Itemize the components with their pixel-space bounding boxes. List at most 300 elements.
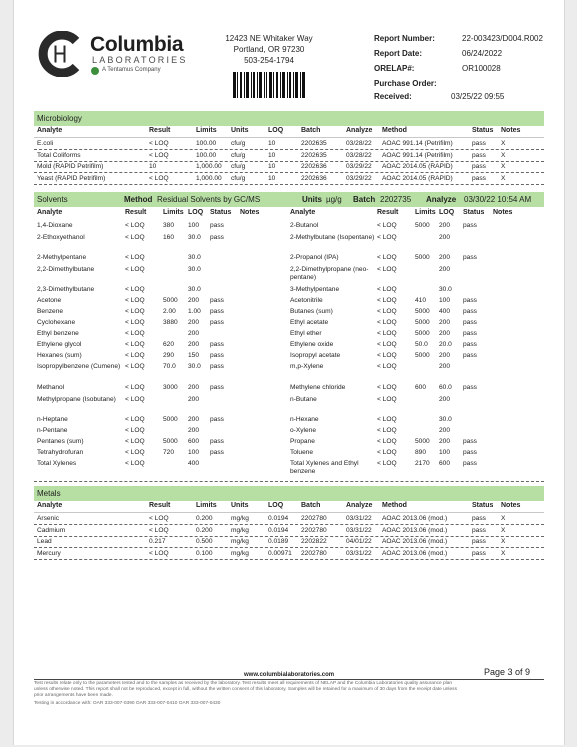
column-header-notes: Notes — [493, 209, 513, 216]
cell-notes: X — [501, 151, 506, 159]
columbia-logo — [38, 31, 188, 81]
cell-result: < LOQ — [377, 330, 397, 337]
column-header-result: Result — [125, 209, 147, 216]
cell-loq: 10 — [268, 174, 276, 182]
batch-value: 2202735 — [380, 195, 412, 204]
cell-analyte: 2,3-Dimethylbutane — [37, 286, 95, 293]
cell-result: < LOQ — [125, 297, 145, 304]
cell-loq: 100 — [188, 222, 200, 229]
cell-analyte: 2-Butanol — [290, 222, 319, 229]
cell-analyte: Cadmium — [37, 526, 66, 534]
cell-units: mg/kg — [231, 515, 249, 522]
cell-loq: 0.0189 — [268, 538, 289, 545]
disclaimer-line: Test results relate only to the parameters tested and to the samples as received by the laboratory. Test results meet all requirements of NELAP and the Columbia Laboratories quality assurance plan — [34, 681, 453, 686]
cell-result: < LOQ — [125, 352, 145, 359]
cell-notes: X — [501, 140, 506, 147]
cell-result: < LOQ — [125, 308, 145, 315]
cell-analyte: Cyclohexane — [37, 319, 76, 326]
column-header-method: Method — [382, 127, 407, 134]
cell-units: cfu/g — [231, 140, 246, 147]
cell-batch: 2202635 — [301, 140, 327, 147]
cell-loq: 200 — [439, 254, 451, 261]
cell-limits: 0.200 — [196, 515, 213, 522]
column-header-status: Status — [463, 209, 485, 216]
row-divider — [34, 172, 544, 173]
cell-loq: 0.0194 — [268, 515, 289, 522]
cell-limits: 5000 — [415, 438, 430, 445]
cell-result: < LOQ — [125, 384, 145, 391]
cell-loq: 1.00 — [188, 308, 201, 315]
cell-analyte: n-Heptane — [37, 416, 68, 423]
cell-result: < LOQ — [125, 460, 145, 467]
section-header-microbiology — [34, 111, 544, 126]
cell-analyte: Ethyl benzene — [37, 330, 79, 337]
orelap-label: ORELAP#: — [374, 64, 415, 73]
cell-result: < LOQ — [149, 140, 169, 147]
cell-limits: 0.100 — [196, 549, 213, 557]
cell-notes: X — [501, 549, 506, 557]
cell-loq: 200 — [439, 396, 451, 403]
header-divider — [34, 512, 544, 513]
received-label: Received: — [374, 92, 412, 101]
cell-analyze-date: 03/29/22 — [346, 174, 372, 182]
cell-analyte: Butanes (sum) — [290, 308, 333, 315]
header-divider — [34, 137, 544, 138]
cell-status: pass — [463, 330, 477, 337]
cell-result: < LOQ — [149, 515, 169, 522]
column-header-notes: Notes — [501, 127, 521, 134]
cell-result: < LOQ — [377, 396, 397, 403]
cell-analyte: o-Xylene — [290, 427, 317, 434]
cell-result: < LOQ — [125, 266, 145, 273]
cell-batch: 2202780 — [301, 515, 327, 522]
row-divider — [34, 559, 544, 560]
cell-result: < LOQ — [125, 427, 145, 434]
cell-status: pass — [472, 526, 486, 534]
column-header-result: Result — [377, 209, 399, 216]
cell-notes: X — [501, 538, 506, 545]
cell-analyte: Tetrahydrofuran — [37, 449, 84, 456]
cell-result: < LOQ — [125, 341, 145, 348]
cell-result: 0.217 — [149, 538, 166, 545]
cell-status: pass — [463, 308, 477, 315]
column-header-status: Status — [472, 127, 494, 134]
footer-url[interactable]: www.columbialaboratories.com — [244, 672, 335, 678]
address-line: Portland, OR 97230 — [233, 45, 305, 54]
column-header-analyte: Analyte — [37, 209, 63, 216]
cell-result: < LOQ — [377, 222, 397, 229]
cell-loq: 400 — [188, 460, 200, 467]
cell-batch: 2202636 — [301, 163, 327, 170]
cell-analyte: Mercury — [37, 549, 61, 557]
cell-result: < LOQ — [377, 341, 397, 348]
cell-limits: 5000 — [415, 319, 430, 326]
cell-status: pass — [210, 438, 224, 445]
cell-analyte: Total Xylenes and Ethyl benzene — [290, 460, 359, 475]
cell-status: pass — [463, 384, 477, 391]
cell-status: pass — [463, 319, 477, 326]
cell-batch: 2202636 — [301, 174, 327, 182]
cell-limits: 720 — [163, 449, 175, 456]
cell-status: pass — [463, 297, 477, 304]
cell-loq: 600 — [439, 460, 451, 467]
cell-result: < LOQ — [149, 526, 169, 534]
cell-result: < LOQ — [125, 254, 145, 261]
cell-analyte: Ethylene oxide — [290, 341, 334, 348]
orelap-value: OR100028 — [462, 64, 501, 73]
cell-result: < LOQ — [125, 396, 145, 403]
cell-status: pass — [463, 449, 477, 456]
cell-loq: 200 — [188, 396, 200, 403]
row-divider — [34, 149, 544, 150]
cell-analyze-date: 03/29/22 — [346, 163, 372, 170]
cell-loq: 200 — [439, 222, 451, 229]
cell-status: pass — [472, 515, 486, 522]
cell-method: AOAC 991.14 (Petrifilm) — [382, 140, 453, 147]
cell-analyte: E.coli — [37, 140, 54, 147]
cell-batch: 2202822 — [301, 538, 327, 545]
cell-analyte: n-Butane — [290, 396, 317, 403]
cell-limits: 5000 — [415, 352, 430, 359]
cell-loq: 200 — [439, 363, 451, 370]
cell-result: < LOQ — [377, 384, 397, 391]
cell-analyte: n-Hexane — [290, 416, 319, 423]
cell-limits: 5000 — [415, 330, 430, 337]
column-header-loq: LOQ — [439, 209, 455, 216]
analyze-label: Analyze — [426, 195, 457, 204]
cell-analyte: 2,2-Dimethylpropane (neo-pentane) — [290, 266, 369, 281]
cell-analyte: Isopropylbenzene (Cumene) — [37, 363, 121, 370]
cell-units: mg/kg — [231, 538, 249, 545]
cell-loq: 10 — [268, 163, 276, 170]
cell-limits: 5000 — [415, 222, 430, 229]
cell-result: < LOQ — [377, 308, 397, 315]
cell-result: < LOQ — [125, 222, 145, 229]
cell-loq: 30.0 — [439, 286, 452, 293]
units-value: µg/g — [326, 195, 342, 204]
column-header-notes: Notes — [240, 209, 260, 216]
cell-limits: 160 — [163, 234, 175, 241]
cell-limits: 1,000.00 — [196, 174, 222, 182]
cell-loq: 200 — [188, 341, 200, 348]
method-value: Residual Solvents by GC/MS — [157, 195, 261, 204]
barcode — [233, 72, 305, 98]
cell-loq: 30.0 — [439, 416, 452, 423]
section-title: Solvents — [37, 195, 68, 204]
cell-result: < LOQ — [377, 254, 397, 261]
cell-limits: 100.00 — [196, 140, 217, 147]
cell-status: pass — [210, 222, 224, 229]
cell-status: pass — [210, 234, 224, 241]
cell-status: pass — [463, 352, 477, 359]
section-title: Microbiology — [37, 114, 82, 123]
cell-analyte: Lead — [37, 538, 52, 545]
section-title: Metals — [37, 489, 61, 498]
cell-method: AOAC 2013.06 (mod.) — [382, 549, 448, 557]
cell-limits: 2170 — [415, 460, 430, 467]
cell-analyte: Yeast (RAPID Petrifilm) — [37, 174, 106, 182]
column-header-units: Units — [231, 502, 249, 509]
cell-result: < LOQ — [377, 297, 397, 304]
cell-analyte: n-Pentane — [37, 427, 68, 434]
cell-loq: 10 — [268, 140, 276, 147]
column-header-limits: Limits — [196, 502, 217, 509]
section-divider — [34, 481, 544, 482]
logo-wordmark: Columbia — [90, 33, 184, 56]
page-number: Page 3 of 9 — [484, 667, 531, 677]
cell-result: < LOQ — [125, 286, 145, 293]
cell-method: AOAC 991.14 (Petrifilm) — [382, 151, 453, 159]
cell-analyze-date: 03/28/22 — [346, 151, 372, 159]
cell-limits: 5000 — [415, 308, 430, 315]
cell-loq: 200 — [439, 319, 451, 326]
cell-analyte: 2,2-Dimethylbutane — [37, 266, 95, 273]
cell-status: pass — [210, 416, 224, 423]
cell-method: AOAC 2013.06 (mod.) — [382, 515, 448, 522]
cell-limits: 5000 — [163, 416, 178, 423]
cell-loq: 30.0 — [188, 286, 201, 293]
column-header-limits: Limits — [415, 209, 436, 216]
cell-result: < LOQ — [125, 319, 145, 326]
cell-result: < LOQ — [125, 416, 145, 423]
column-header-method: Method — [382, 502, 407, 509]
cell-limits: 290 — [163, 352, 175, 359]
cell-analyte: Methylpropane (Isobutane) — [37, 396, 116, 403]
cell-status: pass — [463, 222, 477, 229]
report-number-value: 22-003423/D004.R002 — [462, 34, 543, 43]
cell-loq: 200 — [439, 438, 451, 445]
column-header-analyte: Analyte — [37, 127, 63, 134]
column-header-loq: LOQ — [268, 127, 284, 134]
cell-units: cfu/g — [231, 174, 246, 182]
cell-status: pass — [210, 384, 224, 391]
cell-analyte: 2-Methylpentane — [37, 254, 87, 261]
cell-status: pass — [210, 363, 224, 370]
column-header-status: Status — [210, 209, 232, 216]
column-header-result: Result — [149, 127, 171, 134]
cell-loq: 200 — [439, 234, 451, 241]
cell-analyte: 2-Methylbutane (Isopentane) — [290, 234, 375, 241]
cell-result: < LOQ — [377, 363, 397, 370]
row-divider — [34, 184, 544, 185]
cell-method: AOAC 2014.05 (RAPID) — [382, 163, 453, 170]
units-label: Units — [302, 195, 322, 204]
column-header-limits: Limits — [196, 127, 217, 134]
cell-status: pass — [472, 140, 486, 147]
cell-result: < LOQ — [377, 319, 397, 326]
cell-loq: 200 — [188, 427, 200, 434]
row-divider — [34, 547, 544, 548]
cell-notes: X — [501, 515, 506, 522]
cell-analyte: Total Coliforms — [37, 151, 81, 159]
cell-method: AOAC 2013.06 (mod.) — [382, 526, 448, 534]
cell-method: AOAC 2014.05 (RAPID) — [382, 174, 453, 182]
cell-analyte: 1,4-Dioxane — [37, 222, 73, 229]
cell-status: pass — [472, 151, 486, 159]
cell-result: < LOQ — [377, 438, 397, 445]
cell-loq: 150 — [188, 352, 200, 359]
cell-loq: 30.0 — [188, 254, 201, 261]
cell-analyte: Hexanes (sum) — [37, 352, 82, 359]
cell-limits: 620 — [163, 341, 175, 348]
cell-limits: 50.0 — [415, 341, 428, 348]
cell-result: < LOQ — [377, 266, 397, 273]
cell-loq: 200 — [188, 330, 200, 337]
cell-loq: 30.0 — [188, 234, 201, 241]
analyze-value: 03/30/22 10:54 AM — [464, 195, 532, 204]
cell-batch: 2202780 — [301, 526, 327, 534]
cell-analyte: Ethyl ether — [290, 330, 322, 337]
column-header-result: Result — [149, 502, 171, 509]
report-date-value: 06/24/2022 — [462, 49, 503, 58]
cell-status: pass — [210, 352, 224, 359]
section-header-metals — [34, 486, 544, 501]
cell-status: pass — [472, 174, 486, 182]
column-header-units: Units — [231, 127, 249, 134]
cell-status: pass — [210, 341, 224, 348]
cell-units: mg/kg — [231, 549, 249, 557]
cell-loq: 0.0194 — [268, 526, 289, 534]
cell-limits: 410 — [415, 297, 427, 304]
column-header-analyze-date: Analyze — [346, 127, 373, 134]
cell-limits: 3880 — [163, 319, 178, 326]
disclaimer-line: prior arrangements have been made. — [34, 693, 113, 698]
cell-result: < LOQ — [377, 352, 397, 359]
cell-analyte: Arsenic — [37, 515, 59, 522]
cell-loq: 200 — [439, 427, 451, 434]
cell-units: cfu/g — [231, 151, 246, 159]
cell-analyte: m,p-Xylene — [290, 363, 324, 370]
cell-status: pass — [463, 254, 477, 261]
cell-analyze-date: 04/01/22 — [346, 538, 372, 545]
cell-loq: 200 — [439, 330, 451, 337]
cell-analyte: Acetonitrile — [290, 297, 323, 304]
cell-result: < LOQ — [377, 234, 397, 241]
column-header-limits: Limits — [163, 209, 184, 216]
cell-status: pass — [472, 163, 486, 170]
cell-result: < LOQ — [125, 330, 145, 337]
cell-notes: X — [501, 174, 506, 182]
column-header-loq: LOQ — [268, 502, 284, 509]
cell-limits: 380 — [163, 222, 175, 229]
cell-limits: 890 — [415, 449, 427, 456]
cell-batch: 2202780 — [301, 549, 327, 557]
cell-loq: 200 — [188, 384, 200, 391]
cell-loq: 60.0 — [439, 384, 452, 391]
cell-analyte: Methanol — [37, 384, 65, 391]
cell-analyze-date: 03/28/22 — [346, 140, 372, 147]
columbia-logo-icon — [38, 31, 84, 77]
batch-label: Batch — [353, 195, 376, 204]
cell-limits: 5000 — [163, 297, 178, 304]
cell-result: < LOQ — [377, 460, 397, 467]
cell-status: pass — [463, 438, 477, 445]
cell-analyte: Pentanes (sum) — [37, 438, 84, 445]
cell-analyte: Benzene — [37, 308, 64, 315]
report-page — [13, 0, 565, 745]
cell-analyte: Ethylene glycol — [37, 341, 82, 348]
address-line: 12423 NE Whitaker Way — [225, 34, 313, 43]
cell-loq: 10 — [268, 151, 276, 159]
section-header-solvents — [34, 192, 544, 207]
cell-analyte: Acetone — [37, 297, 62, 304]
disclaimer-line: unless otherwise noted. This report shall not be reproduced, except in full, without the written consent of this laboratory. Samples will be retained for a maximum of 30 days from the receipt date unless — [34, 687, 457, 692]
cell-limits: 5000 — [163, 438, 178, 445]
cell-status: pass — [210, 449, 224, 456]
cell-limits: 600 — [415, 384, 427, 391]
column-header-loq: LOQ — [188, 209, 204, 216]
column-header-batch: Batch — [301, 502, 321, 509]
row-divider — [34, 161, 544, 162]
cell-analyze-date: 03/31/22 — [346, 515, 372, 522]
cell-loq: 200 — [188, 297, 200, 304]
cell-result: < LOQ — [149, 174, 169, 182]
cell-result: < LOQ — [125, 234, 145, 241]
purchase-order-label: Purchase Order: — [374, 79, 437, 88]
cell-limits: 0.500 — [196, 538, 213, 545]
cell-analyte: Mold (RAPID Petrifilm) — [37, 163, 104, 170]
column-header-analyte: Analyte — [290, 209, 316, 216]
logo-subtitle: LABORATORIES — [92, 55, 188, 65]
phone-number: 503-254-1794 — [244, 56, 294, 65]
cell-analyze-date: 03/31/22 — [346, 526, 372, 534]
cell-loq: 30.0 — [188, 363, 201, 370]
cell-analyte: 3-Methylpentane — [290, 286, 340, 293]
cell-limits: 70.0 — [163, 363, 176, 370]
accreditation-line: Testing in accordance with: OAR 333-007-0390 OAR 333-007-0410 OAR 333-007-0430 — [34, 701, 221, 706]
column-header-analyze-date: Analyze — [346, 502, 373, 509]
cell-loq: 200 — [439, 266, 451, 273]
cell-limits: 3000 — [163, 384, 178, 391]
cell-limits: 2.00 — [163, 308, 176, 315]
cell-status: pass — [472, 549, 486, 557]
cell-result: < LOQ — [125, 363, 145, 370]
received-value: 03/25/22 09:55 — [451, 92, 505, 101]
lab-address — [219, 33, 319, 66]
cell-limits: 1,000.00 — [196, 163, 222, 170]
cell-loq: 200 — [439, 352, 451, 359]
cell-method: AOAC 2013.06 (mod.) — [382, 538, 448, 545]
cell-result: < LOQ — [125, 449, 145, 456]
cell-result: < LOQ — [377, 416, 397, 423]
cell-result: < LOQ — [149, 549, 169, 557]
cell-status: pass — [472, 538, 486, 545]
cell-loq: 100 — [439, 449, 451, 456]
cell-units: cfu/g — [231, 163, 246, 170]
cell-analyte: Isopropyl acetate — [290, 352, 341, 359]
cell-loq: 30.0 — [188, 266, 201, 273]
column-header-batch: Batch — [301, 127, 321, 134]
cell-analyte: Total Xylenes — [37, 460, 77, 467]
cell-result: 10 — [149, 163, 157, 170]
cell-limits: 100.00 — [196, 151, 217, 159]
report-number-label: Report Number: — [374, 34, 435, 43]
tentamus-icon — [91, 67, 99, 75]
cell-status: pass — [463, 341, 477, 348]
cell-status: pass — [210, 319, 224, 326]
cell-batch: 2202635 — [301, 151, 327, 159]
cell-analyze-date: 03/31/22 — [346, 549, 372, 557]
row-divider — [34, 524, 544, 525]
cell-loq: 100 — [188, 449, 200, 456]
cell-status: pass — [463, 460, 477, 467]
cell-result: < LOQ — [125, 438, 145, 445]
method-label: Method — [124, 195, 153, 204]
cell-loq: 20.0 — [439, 341, 452, 348]
cell-loq: 200 — [188, 416, 200, 423]
cell-result: < LOQ — [377, 286, 397, 293]
report-date-label: Report Date: — [374, 49, 423, 58]
